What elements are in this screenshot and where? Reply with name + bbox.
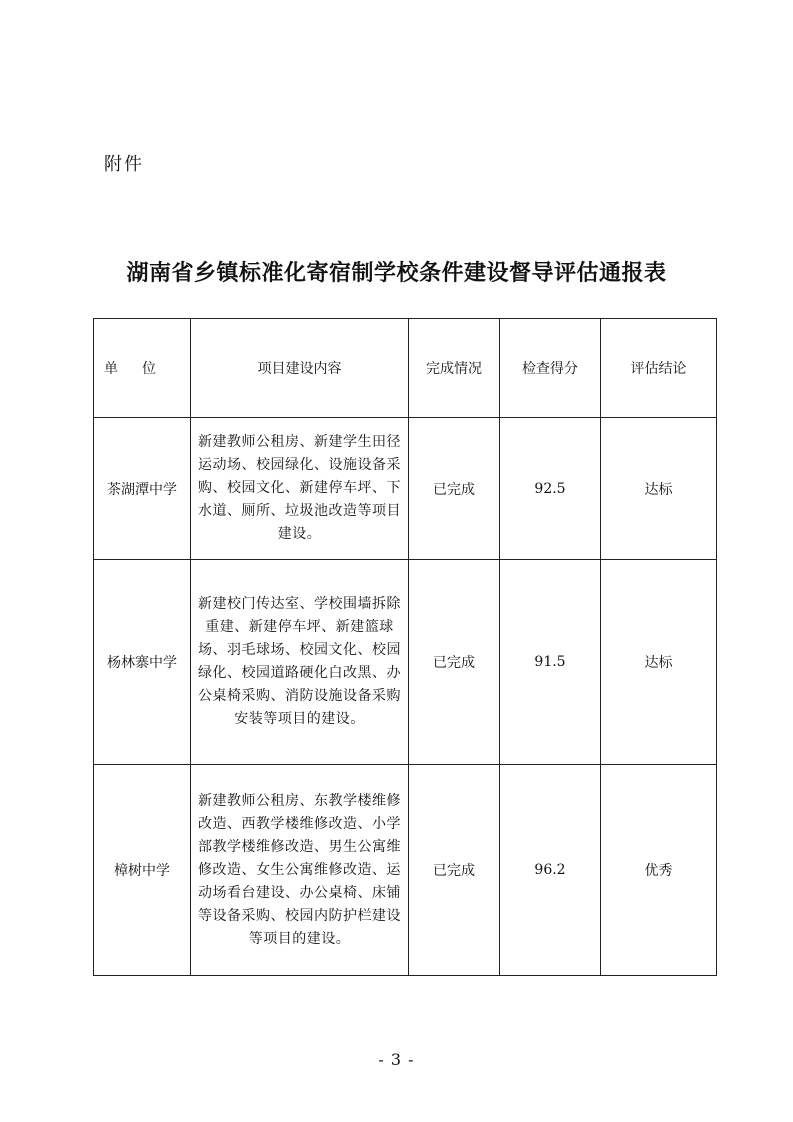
page-number: - 3 - <box>378 1050 415 1069</box>
cell-status: 已完成 <box>409 560 500 765</box>
cell-unit: 杨林寨中学 <box>94 560 191 765</box>
cell-score: 91.5 <box>500 560 601 765</box>
cell-result: 达标 <box>601 560 717 765</box>
cell-score: 92.5 <box>500 418 601 560</box>
table-row <box>94 560 717 765</box>
table-row <box>94 765 717 976</box>
table-header-row <box>94 319 717 418</box>
cell-unit: 茶湖潭中学 <box>94 418 191 560</box>
cell-result: 达标 <box>601 418 717 560</box>
cell-score: 96.2 <box>500 765 601 976</box>
cell-result: 优秀 <box>601 765 717 976</box>
header-unit: 单位 <box>94 319 191 418</box>
cell-status: 已完成 <box>409 765 500 976</box>
header-status: 完成情况 <box>409 319 500 418</box>
document-title: 湖南省乡镇标准化寄宿制学校条件建设督导评估通报表 <box>126 261 667 286</box>
evaluation-table <box>93 318 717 976</box>
cell-status: 已完成 <box>409 418 500 560</box>
cell-content: 新建校门传达室、学校围墙拆除重建、新建停车坪、新建篮球场、羽毛球场、校园文化、校园绿化、校园道路硬化白改黑、办公桌椅采购、消防设施设备采购安装等项目的建设。 <box>191 560 409 765</box>
header-score: 检查得分 <box>500 319 601 418</box>
header-result: 评估结论 <box>601 319 717 418</box>
table-row <box>94 418 717 560</box>
attachment-label: 附件 <box>104 154 144 175</box>
cell-content: 新建教师公租房、新建学生田径运动场、校园绿化、设施设备采购、校园文化、新建停车坪、下水道、厕所、垃圾池改造等项目建设。 <box>191 418 409 560</box>
header-content: 项目建设内容 <box>191 319 409 418</box>
cell-content: 新建教师公租房、东教学楼维修改造、西教学楼维修改造、小学部教学楼维修改造、男生公寓维修改造、女生公寓维修改造、运动场看台建设、办公桌椅、床铺等设备采购、校园内防护栏建设等项目的建设。 <box>191 765 409 976</box>
cell-unit: 樟树中学 <box>94 765 191 976</box>
